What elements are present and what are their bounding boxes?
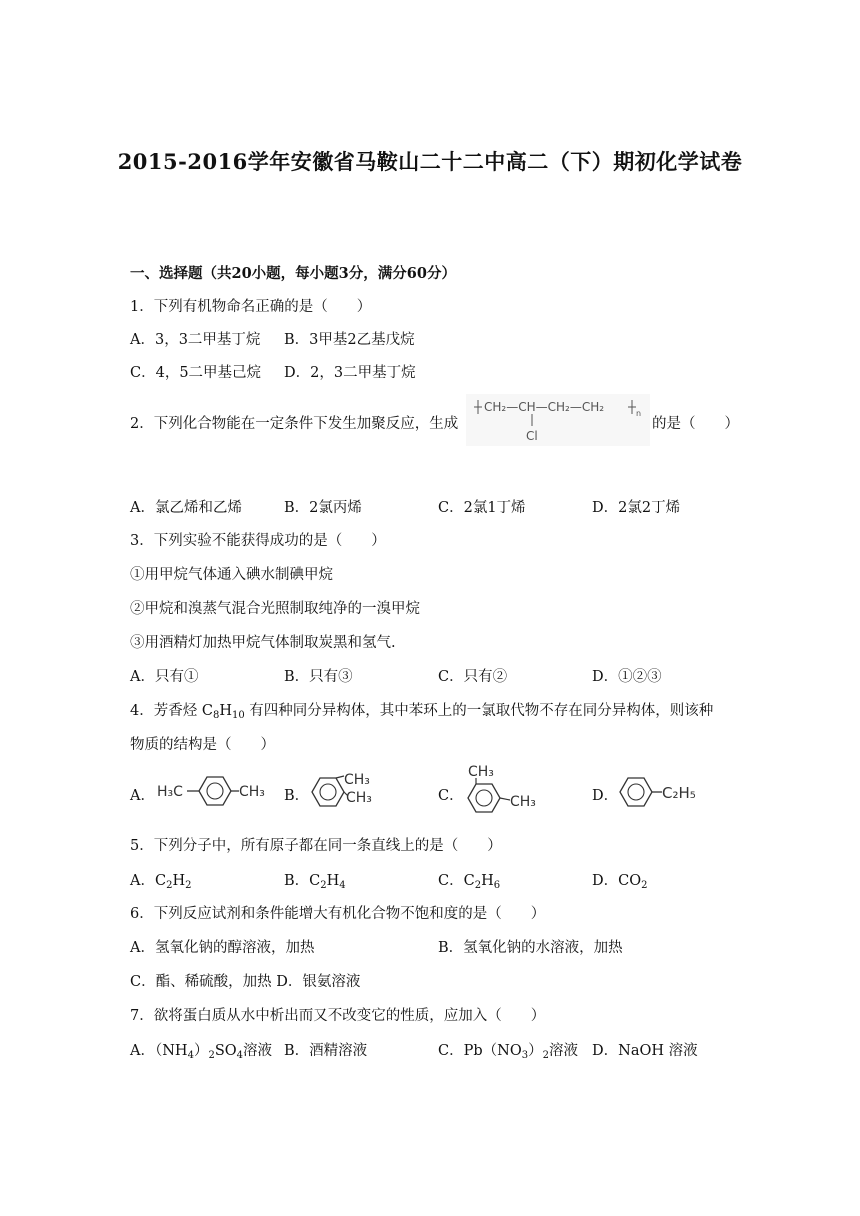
- question-7-stem: 7．欲将蛋白质从水中析出而又不改变它的性质，应加入（ ）: [130, 1008, 546, 1024]
- q7-a-sub: 2: [208, 1050, 215, 1061]
- q5-d-text: D．CO: [592, 873, 642, 889]
- q5-c-sub: 2: [474, 880, 482, 891]
- q3-option-b: B．只有③: [284, 669, 353, 685]
- q3-statement-2: ②甲烷和溴蒸气混合光照制取纯净的一溴甲烷: [130, 601, 420, 617]
- q3-statement-3: ③用酒精灯加热甲烷气体制取炭黑和氢气.: [130, 635, 396, 651]
- q3-option-c: C．只有②: [438, 669, 508, 685]
- q5-a-text: H: [172, 873, 186, 889]
- question-5-stem: 5．下列分子中，所有原子都在同一条直线上的是（ ）: [130, 838, 502, 854]
- q7-c-sub: 2: [542, 1050, 549, 1061]
- question-1-stem: 1．下列有机物命名正确的是（ ）: [130, 299, 372, 315]
- q7-option-c: [438, 1039, 578, 1060]
- q4-sub-8: 8: [212, 710, 220, 721]
- q6-option-a: A．氢氧化钠的醇溶液，加热: [130, 940, 315, 956]
- q7-option-a: [130, 1039, 272, 1060]
- q7-c-sub: 3: [521, 1050, 529, 1061]
- question-6-stem: 6．下列反应试剂和条件能增大有机化合物不饱和度的是（ ）: [130, 906, 546, 922]
- polymer-chain-text: CH₂—CH—CH₂—CH₂: [484, 400, 605, 414]
- q4-option-d-label: D．: [592, 788, 619, 804]
- polymer-n: n: [636, 409, 642, 418]
- q7-option-b: B．酒精溶液: [284, 1043, 368, 1059]
- q7-a-text: 溶液: [243, 1043, 273, 1059]
- question-3-stem: 3．下列实验不能获得成功的是（ ）: [130, 533, 386, 549]
- q4-option-c-label: C．: [438, 788, 464, 804]
- q2-option-b: B．2氯丙烯: [284, 500, 362, 516]
- q5-a-text: A．C: [130, 873, 167, 889]
- q5-option-a: [130, 869, 191, 890]
- q5-c-text: C．C: [438, 873, 475, 889]
- q6-option-cd: C．酯、稀硫酸，加热 D．银氨溶液: [130, 974, 361, 990]
- ch3-label: CH₃: [346, 790, 372, 806]
- q4-stem-part: 有四种同分异构体，其中苯环上的一氯取代物不存在同分异构体，则该种: [244, 703, 714, 719]
- question-2-stem: 2．下列化合物能在一定条件下发生加聚反应，生成: [130, 416, 459, 432]
- q5-option-b: [284, 869, 346, 890]
- ethylbenzene-structure: [616, 770, 712, 814]
- question-2-stem-end: 的是（ ）: [652, 416, 739, 432]
- q1-option-d: D．2，3二甲基丁烷: [284, 365, 416, 381]
- q7-a-text: ）: [193, 1043, 209, 1059]
- q4-sub-10: 10: [231, 710, 245, 721]
- q5-c-sub: 6: [493, 880, 501, 891]
- ch3-label: CH₃: [239, 784, 265, 800]
- question-4-stem-line2: 物质的结构是（ ）: [130, 737, 275, 753]
- ch3-label: CH₃: [344, 772, 370, 788]
- q7-a-sub: 4: [187, 1050, 194, 1061]
- q7-a-sub: 4: [236, 1050, 244, 1061]
- q5-d-sub: 2: [641, 880, 648, 891]
- question-4-stem: [130, 699, 713, 720]
- q2-option-d: D．2氯2丁烯: [592, 500, 681, 516]
- q5-c-text: H: [481, 873, 494, 889]
- q5-option-d: [592, 869, 647, 890]
- q4-stem-part: 4．芳香烃 C: [130, 703, 213, 719]
- para-xylene-structure: [157, 770, 267, 812]
- q5-b-sub: 2: [320, 880, 327, 891]
- q5-b-sub: 4: [339, 880, 346, 891]
- q1-option-c: C．4，5二甲基己烷: [130, 365, 262, 381]
- q4-stem-part: H: [219, 703, 232, 719]
- meta-xylene-structure: [462, 764, 558, 816]
- q3-option-d: D．①②③: [592, 669, 662, 685]
- page-title: 2015-2016学年安徽省马鞍山二十二中高二（下）期初化学试卷: [117, 149, 743, 174]
- q3-option-a: A．只有①: [130, 669, 199, 685]
- q5-a-sub: 2: [166, 880, 173, 891]
- polymer-cl: Cl: [526, 429, 538, 443]
- q7-option-d: D．NaOH 溶液: [592, 1043, 698, 1059]
- polymer-structure: [466, 394, 650, 446]
- section-heading: 一、选择题（共20小题，每小题3分，满分60分）: [130, 265, 456, 282]
- ortho-xylene-structure: [306, 770, 386, 814]
- q3-statement-1: ①用甲烷气体通入碘水制碘甲烷: [130, 567, 333, 583]
- ch3-label: CH₃: [468, 764, 494, 780]
- q7-a-text: A．（NH: [130, 1043, 188, 1059]
- q7-a-text: SO: [214, 1043, 237, 1059]
- q1-option-a: A．3，3二甲基丁烷: [130, 332, 261, 348]
- q7-c-text: ）: [528, 1043, 543, 1059]
- ch3-label: CH₃: [510, 794, 536, 810]
- q2-option-a: A．氯乙烯和乙烯: [130, 500, 242, 516]
- q5-option-c: [438, 869, 500, 890]
- q7-c-text: 溶液: [548, 1043, 578, 1059]
- q2-option-c: C．2氯1丁烯: [438, 500, 526, 516]
- q4-option-a-label: A．: [130, 788, 155, 804]
- q5-a-sub: 2: [185, 880, 192, 891]
- h3c-label: H₃C: [157, 784, 183, 800]
- c2h5-label: C₂H₅: [662, 784, 696, 802]
- q4-option-b-label: B．: [284, 788, 310, 804]
- q5-b-text: B．C: [284, 873, 321, 889]
- q1-option-b: B．3甲基2乙基戊烷: [284, 332, 415, 348]
- q6-option-b: B．氢氧化钠的水溶液，加热: [438, 940, 623, 956]
- q7-c-text: C．Pb（NO: [438, 1043, 522, 1059]
- q5-b-text: H: [326, 873, 340, 889]
